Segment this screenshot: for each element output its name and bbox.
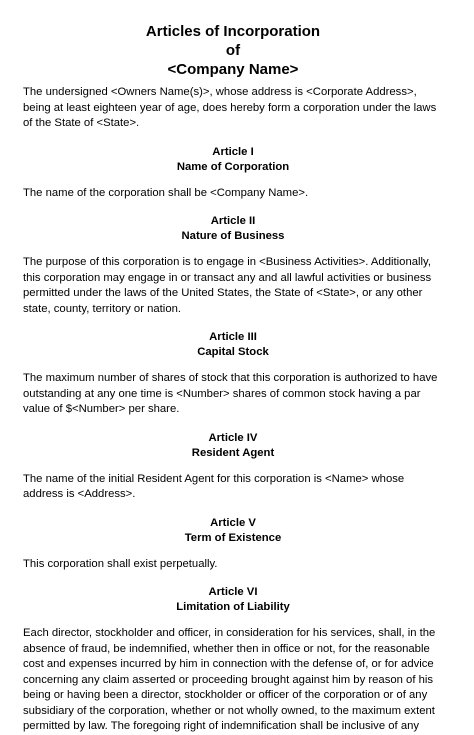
article-1-heading [23, 145, 443, 175]
article-6-number: Article VI [208, 586, 258, 598]
article-2-number: Article II [210, 215, 256, 227]
article-5-number: Article V [210, 516, 256, 529]
article-3-heading [23, 330, 443, 360]
article-1-number: Article I [212, 145, 254, 158]
title-line-1: Articles of Incorporation [145, 23, 321, 40]
article-5-name: Term of Existence [184, 531, 282, 544]
intro-paragraph: The undersigned <Owners Name(s)>, whose address is <Corporate Address>, being at least eighteen year of age, does hereby form a corporation under the laws of the State of <State>. [23, 86, 437, 129]
article-4-number: Article IV [208, 431, 258, 444]
article-5-heading [23, 516, 443, 546]
article-3-name: Capital Stock [197, 346, 269, 358]
article-5-text: This corporation shall exist perpetually. [23, 557, 218, 570]
document-page [23, 22, 443, 735]
article-6-name: Limitation of Liability [176, 601, 290, 613]
article-4-heading [23, 431, 443, 461]
title-line-3: <Company Name> [167, 61, 299, 78]
document-title [23, 22, 443, 79]
article-4-text: The name of the initial Resident Agent for this corporation is <Name> whose address is <Address>. [23, 472, 405, 500]
article-2-text: The purpose of this corporation is to engage in <Business Activities>. Additionally, this corporation may engage in or transact any and all lawful activities or business permitted under the laws of the United States, the State of <State>, or any other state, county, territory or nation. [23, 256, 432, 315]
article-3-number: Article III [209, 331, 257, 343]
article-3-text: The maximum number of shares of stock that this corporation is authorized to have outstanding at any one time is <Number> shares of common stock having a par value of $<Number> per share. [23, 372, 438, 415]
title-line-2: of [225, 42, 241, 59]
article-4-name: Resident Agent [191, 446, 275, 459]
article-1-text: The name of the corporation shall be <Company Name>. [23, 186, 309, 199]
article-2-heading [23, 214, 443, 244]
article-2-name: Nature of Business [181, 230, 285, 242]
article-6-text: Each director, stockholder and officer, in consideration for his services, shall, in the absence of fraud, be indemnified, whether then in office or not, for the reasonable cost and expenses incurred by him in connection with the defense of, or for advice concerning any claim asserted or proceeding brought against him by reason of his being or having been a director, stockholder or officer of the corporation or of any subsidiary of the corporation, whether or not wholly owned, to the maximum extent permitted by law. The foregoing right of indemnification shall be inclusive of any [23, 627, 436, 732]
article-1-name: Name of Corporation [176, 160, 290, 173]
article-6-heading [23, 585, 443, 615]
